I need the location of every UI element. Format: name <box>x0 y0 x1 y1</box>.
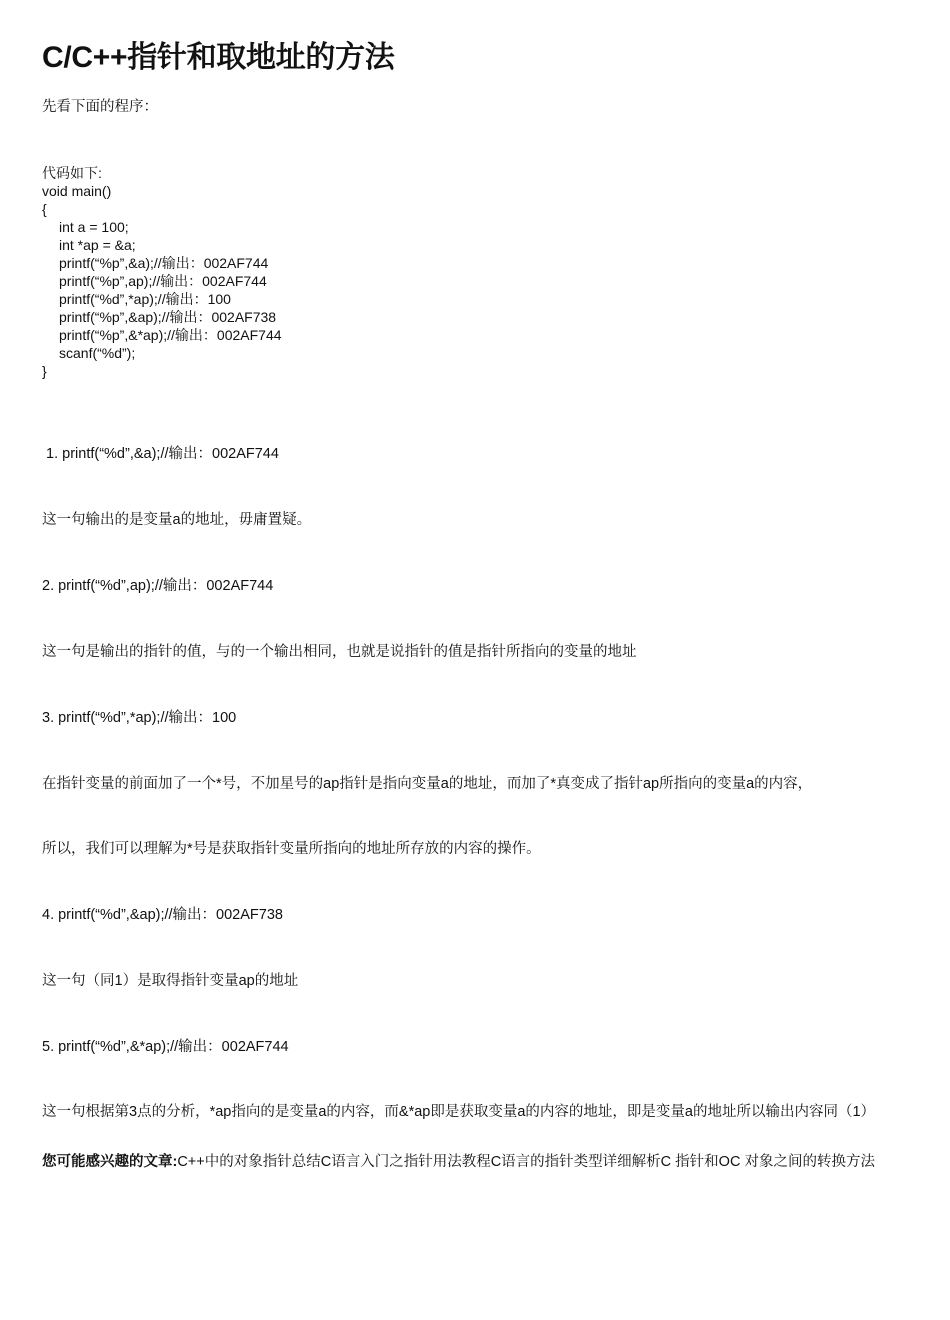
explanation-text-1: 这一句输出的是变量a的地址，毋庸置疑。 <box>42 512 312 528</box>
code-block <box>42 164 282 380</box>
code-line: { <box>42 201 47 217</box>
page-title: C/C++指针和取地址的方法 <box>42 41 395 74</box>
code-line: printf(“%p”,&*ap);//输出：002AF744 <box>59 327 282 343</box>
code-line: printf(“%p”,&a);//输出：002AF744 <box>59 255 269 271</box>
explanation-heading-1: 1. printf(“%d”,&a);//输出：002AF744 <box>42 446 279 462</box>
code-line: } <box>42 363 47 379</box>
explanation-heading-5: 5. printf(“%d”,&*ap);//输出：002AF744 <box>42 1039 289 1055</box>
explanation-text-3a: 在指针变量的前面加了一个*号，不加星号的ap指针是指向变量a的地址，而加了*真变成了指针ap所指向的变量a的内容， <box>42 776 813 792</box>
explanation-text-5: 这一句根据第3点的分析，*ap指向的是变量a的内容，而&*ap即是获取变量a的内容的地址，即是变量a的地址所以输出内容同（1） <box>42 1104 876 1120</box>
explanation-text-2: 这一句是输出的指针的值，与的一个输出相同，也就是说指针的值是指针所指向的变量的地址 <box>42 644 637 660</box>
code-line: printf(“%p”,&ap);//输出：002AF738 <box>59 309 277 325</box>
related-articles-label: 您可能感兴趣的文章: <box>42 1154 178 1170</box>
explanation-heading-3: 3. printf(“%d”,*ap);//输出：100 <box>42 710 237 726</box>
explanation-text-3b: 所以，我们可以理解为*号是获取指针变量所指向的地址所存放的内容的操作。 <box>42 841 541 857</box>
code-line: int a = 100; <box>59 219 129 235</box>
explanation-heading-4: 4. printf(“%d”,&ap);//输出：002AF738 <box>42 907 283 923</box>
code-line: void main() <box>42 183 112 199</box>
code-line: int *ap = &a; <box>59 237 136 253</box>
code-line: scanf(“%d”); <box>59 345 136 361</box>
code-line: printf(“%d”,*ap);//输出：100 <box>59 291 231 307</box>
related-articles-links[interactable]: C++中的对象指针总结C语言入门之指针用法教程C语言的指针类型详细解析C 指针和OC 对象之间的转换方法 <box>177 1154 875 1170</box>
related-articles <box>42 1153 882 1172</box>
code-header: 代码如下: <box>42 165 102 181</box>
intro-text: 先看下面的程序： <box>42 99 158 115</box>
explanation-text-4: 这一句（同1）是取得指针变量ap的地址 <box>42 973 299 989</box>
explanation-heading-2: 2. printf(“%d”,ap);//输出：002AF744 <box>42 578 274 594</box>
code-line: printf(“%p”,ap);//输出：002AF744 <box>59 273 267 289</box>
